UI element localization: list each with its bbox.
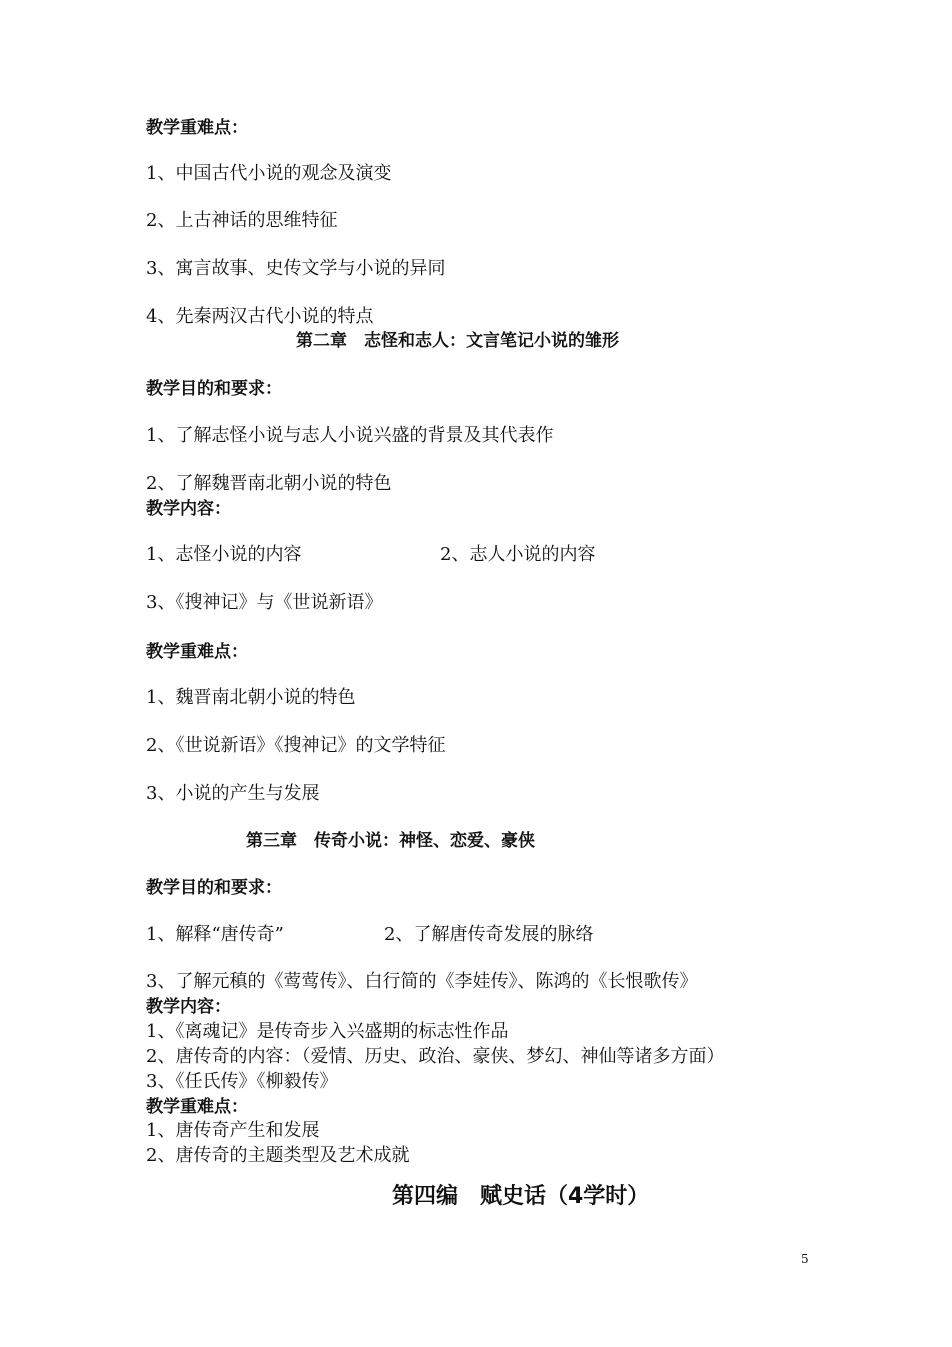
chapter3-objective-2: 2、了解唐传奇发展的脉络 [384, 924, 594, 945]
chapter1-keypoints-heading: 教学重难点： [146, 118, 248, 138]
chapter1-keypoint-3: 3、寓言故事、史传文学与小说的异同 [146, 258, 446, 279]
chapter2-keypoint-1: 1、魏晋南北朝小说的特色 [146, 687, 356, 708]
page-number: 5 [801, 1252, 809, 1266]
chapter3-objective-1: 1、解释“唐传奇” [146, 924, 284, 945]
chapter1-keypoint-2: 2、上古神话的思维特征 [146, 210, 338, 231]
chapter1-keypoint-4: 4、先秦两汉古代小说的特点 [146, 306, 374, 327]
chapter2-keypoint-2: 2、《世说新语》《搜神记》的文学特征 [146, 735, 446, 756]
chapter3-content-heading: 教学内容： [146, 997, 231, 1017]
chapter2-content-heading: 教学内容： [146, 499, 231, 519]
chapter2-keypoints-heading: 教学重难点： [146, 642, 248, 662]
chapter3-objectives-heading: 教学目的和要求： [146, 878, 282, 898]
chapter1-keypoint-1: 1、中国古代小说的观念及演变 [146, 163, 392, 184]
chapter3-keypoint-2: 2、唐传奇的主题类型及艺术成就 [146, 1145, 410, 1166]
chapter2-objective-1: 1、了解志怪小说与志人小说兴盛的背景及其代表作 [146, 425, 554, 446]
chapter2-objectives-heading: 教学目的和要求： [146, 379, 282, 399]
chapter2-title: 第二章 志怪和志人：文言笔记小说的雏形 [296, 331, 619, 351]
chapter3-content-2: 2、唐传奇的内容：（爱情、历史、政治、豪侠、梦幻、神仙等诸多方面） [146, 1046, 725, 1067]
chapter3-keypoint-1: 1、唐传奇产生和发展 [146, 1120, 320, 1141]
chapter3-objective-3: 3、了解元稹的《莺莺传》、白行简的《李娃传》、陈鸿的《长恨歌传》 [146, 971, 698, 992]
chapter3-keypoints-heading: 教学重难点： [146, 1097, 248, 1117]
chapter2-keypoint-3: 3、小说的产生与发展 [146, 783, 320, 804]
chapter3-content-1: 1、《离魂记》是传奇步入兴盛期的标志性作品 [146, 1021, 509, 1042]
chapter2-content-1: 1、志怪小说的内容 [146, 544, 302, 565]
chapter3-title: 第三章 传奇小说：神怪、恋爱、豪侠 [246, 831, 535, 851]
chapter2-content-3: 3、《搜神记》与《世说新语》 [146, 592, 383, 613]
chapter3-content-3: 3、《任氏传》《柳毅传》 [146, 1071, 338, 1092]
chapter2-content-2: 2、志人小说的内容 [440, 544, 596, 565]
part4-title: 第四编 赋史话（4学时） [392, 1184, 650, 1209]
chapter2-objective-2: 2、了解魏晋南北朝小说的特色 [146, 473, 392, 494]
